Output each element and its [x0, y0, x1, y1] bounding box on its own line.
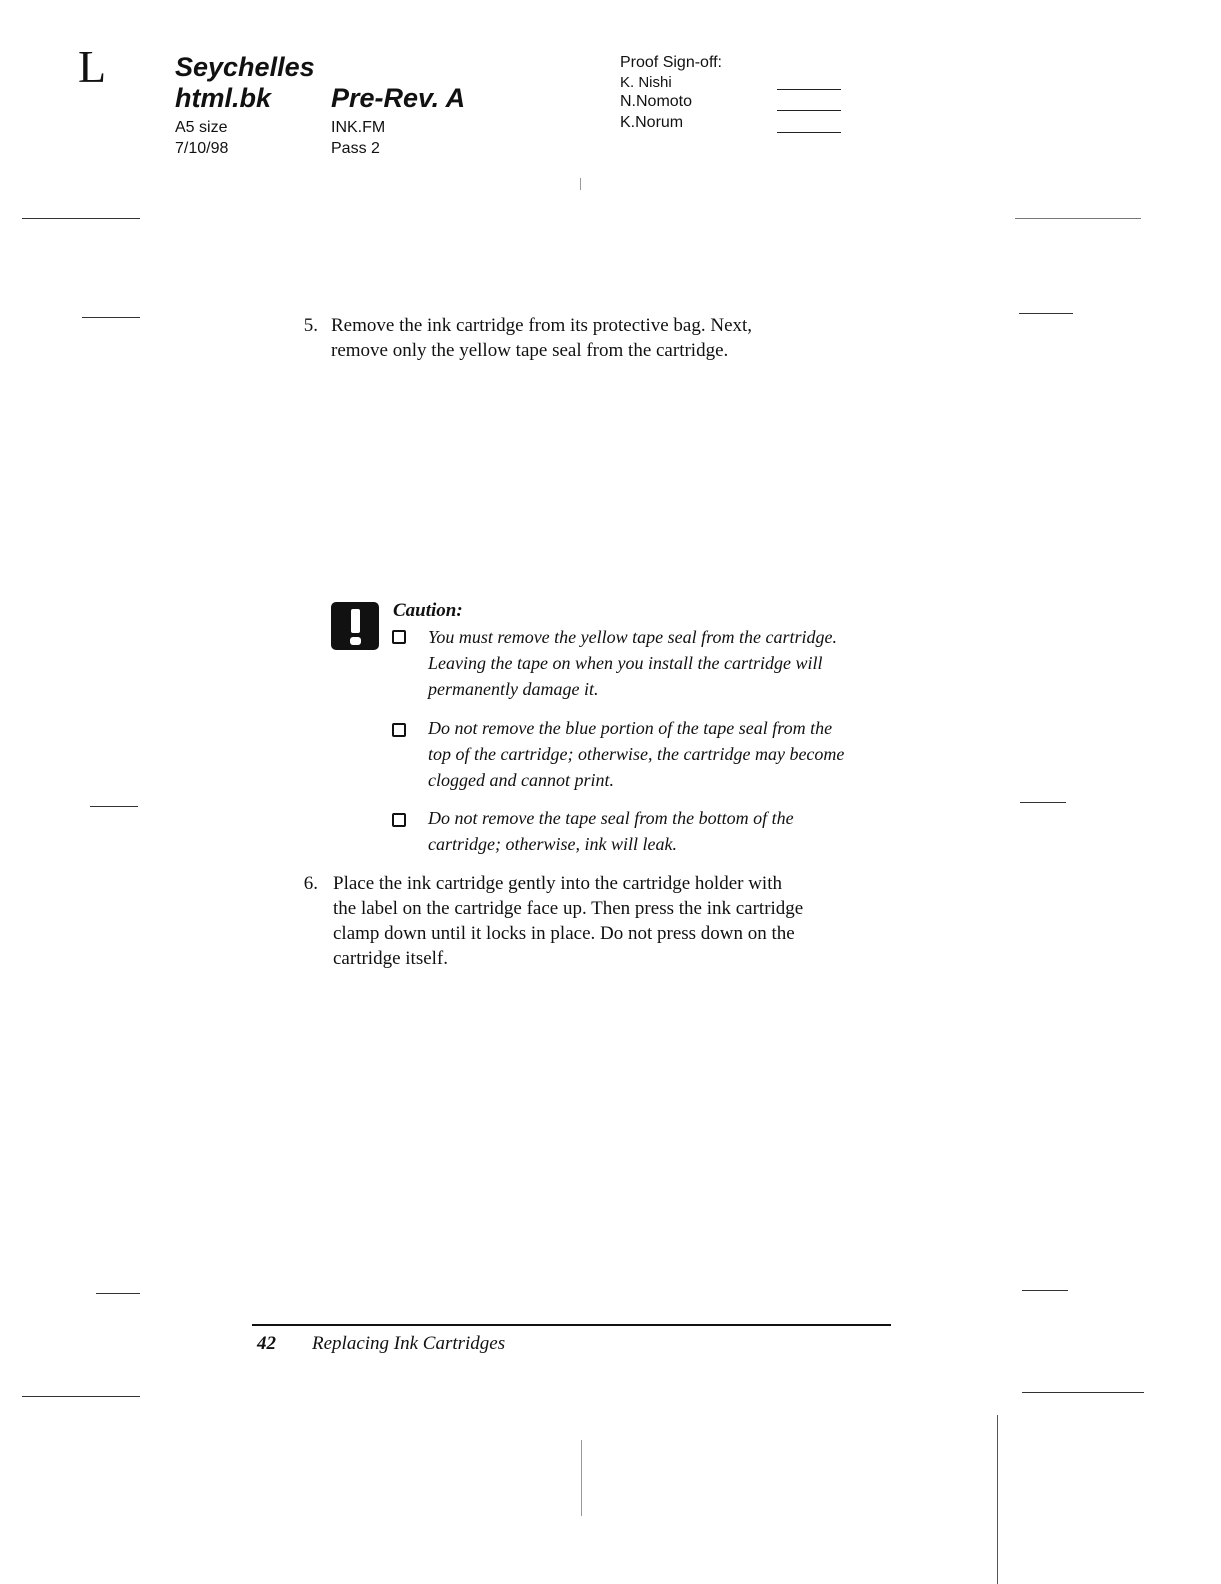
pass-label: Pass 2: [331, 140, 380, 157]
document-date: 7/10/98: [175, 140, 229, 157]
signoff-name: K. Nishi: [620, 74, 672, 91]
signoff-line: [777, 89, 841, 90]
revision-label: Pre-Rev. A: [331, 83, 466, 113]
text-line: clamp down until it locks in place. Do not press down on the: [333, 923, 795, 944]
crop-mark: [22, 218, 140, 219]
crop-mark: [1015, 218, 1141, 219]
text-line: cartridge; otherwise, ink will leak.: [428, 834, 677, 854]
caution-item: [428, 805, 890, 857]
chapter-title: Replacing Ink Cartridges: [312, 1333, 506, 1354]
crop-mark: [96, 1293, 140, 1294]
step-number: 5.: [303, 315, 318, 336]
file-name: INK.FM: [331, 119, 386, 136]
caution-icon: [331, 602, 379, 650]
caution-item: [428, 715, 890, 793]
signoff-name: N.Nomoto: [620, 93, 693, 110]
page-number: 42: [257, 1333, 276, 1354]
crop-mark: [1022, 1392, 1144, 1393]
text-line: Do not remove the tape seal from the bottom of the: [428, 808, 794, 828]
crop-mark: [90, 806, 138, 807]
center-mark: [580, 178, 581, 190]
page-size: A5 size: [175, 119, 228, 136]
footer-rule: [252, 1324, 891, 1326]
crop-mark: [82, 317, 140, 318]
signoff-line: [777, 132, 841, 133]
crop-mark: [1019, 313, 1073, 314]
step-text: [333, 871, 893, 971]
text-line: permanently damage it.: [428, 679, 599, 699]
checkbox-bullet-icon: [392, 723, 406, 737]
center-mark: [581, 1440, 582, 1516]
crop-mark: [997, 1415, 998, 1584]
text-line: Leaving the tape on when you install the cartridge will: [428, 653, 823, 673]
text-line: remove only the yellow tape seal from the cartridge.: [331, 340, 729, 361]
text-line: top of the cartridge; otherwise, the cartridge may become: [428, 744, 845, 764]
project-name: Seychelles: [175, 52, 315, 82]
text-line: Place the ink cartridge gently into the cartridge holder with: [333, 873, 782, 894]
checkbox-bullet-icon: [392, 813, 406, 827]
text-line: clogged and cannot print.: [428, 770, 614, 790]
section-letter: L: [78, 41, 107, 92]
signoff-title: Proof Sign-off:: [620, 54, 722, 71]
crop-mark: [1020, 802, 1066, 803]
checkbox-bullet-icon: [392, 630, 406, 644]
signoff-name: K.Norum: [620, 114, 684, 131]
text-line: Remove the ink cartridge from its protective bag. Next,: [331, 315, 753, 336]
step-text: [331, 313, 891, 363]
text-line: cartridge itself.: [333, 948, 449, 969]
caution-item: [428, 624, 890, 702]
step-number: 6.: [303, 873, 318, 894]
text-line: You must remove the yellow tape seal from the cartridge.: [428, 627, 837, 647]
caution-title: Caution:: [393, 600, 463, 621]
crop-mark: [22, 1396, 140, 1397]
book-name: html.bk: [175, 83, 272, 113]
text-line: Do not remove the blue portion of the tape seal from the: [428, 718, 833, 738]
text-line: the label on the cartridge face up. Then press the ink cartridge: [333, 898, 804, 919]
signoff-line: [777, 110, 841, 111]
crop-mark: [1022, 1290, 1068, 1291]
